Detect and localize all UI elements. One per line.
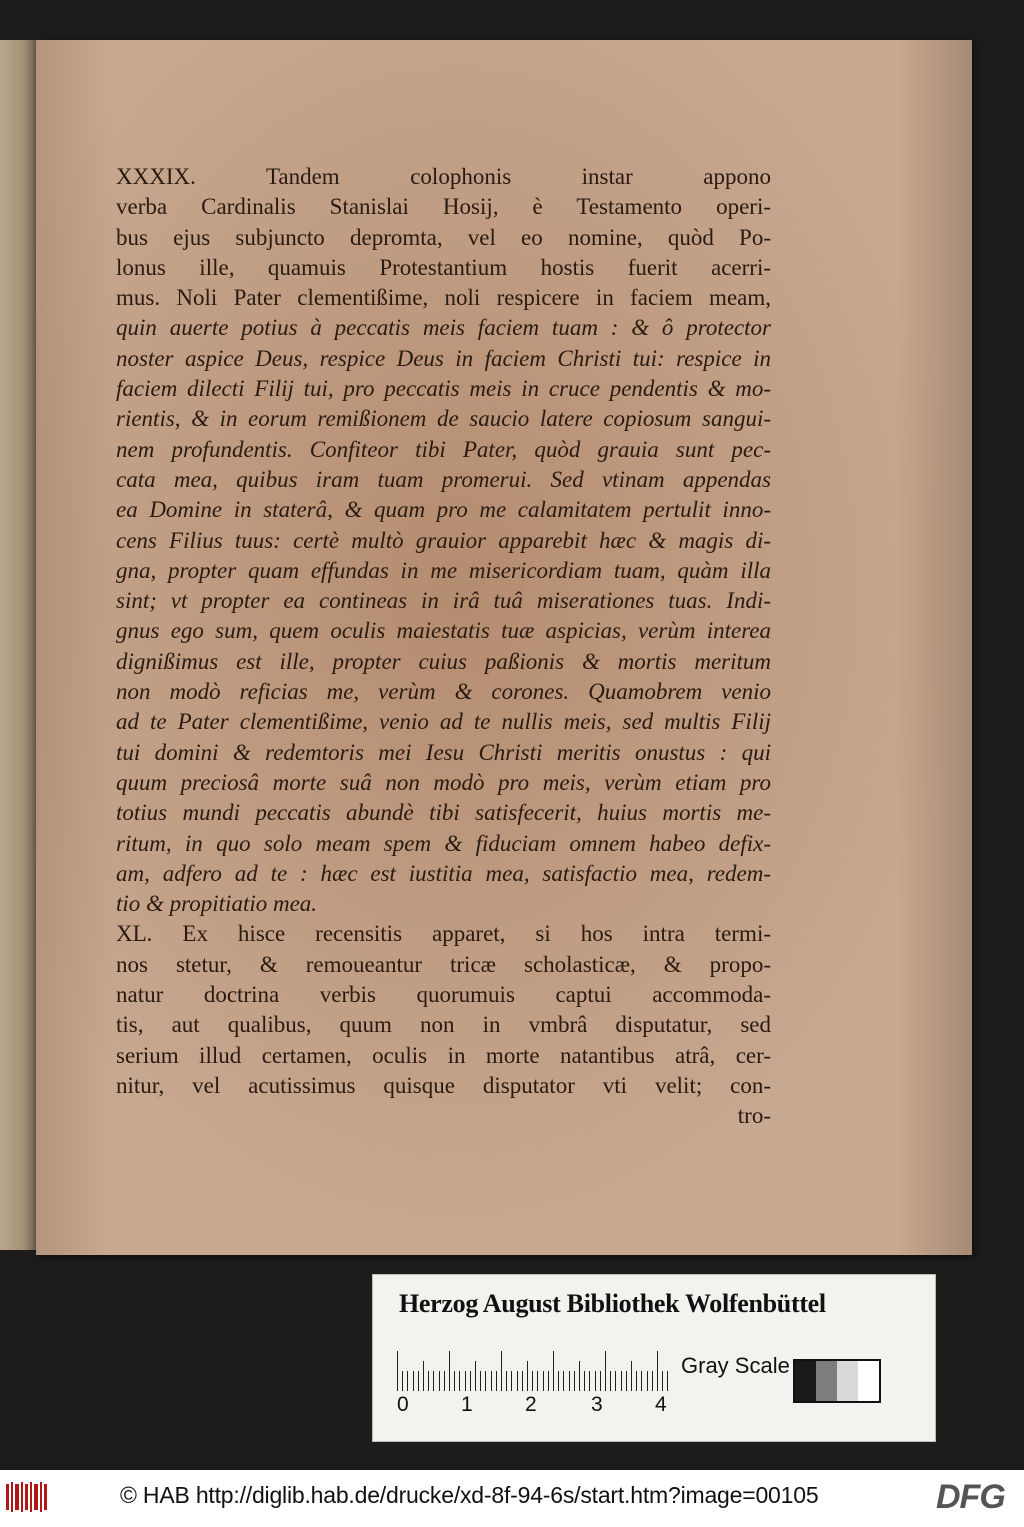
text-line: verba Cardinalis Stanislai Hosij, è Testamento operi- [116,194,771,220]
previous-page-edge [0,40,40,1250]
text-line: tio & propitiatio mea. [116,891,318,917]
ruler-tick [465,1371,466,1391]
ruler-tick [569,1371,570,1391]
text-line: nem profundentis. Confiteor tibi Pater, quòd grauia sunt pec- [116,436,771,462]
text-line: rientis, & in eorum remißionem de saucio latere copiosum sangui- [116,406,771,432]
ruler-tick [563,1371,564,1391]
ruler-tick [517,1371,518,1391]
ruler-tick [579,1361,580,1391]
catchword: tro- [737,1103,771,1129]
ruler-tick [491,1371,492,1391]
dfg-logo: DFG [936,1478,1005,1516]
ruler-tick [459,1371,460,1391]
ruler-tick [475,1361,476,1391]
ruler-tick [454,1371,455,1391]
text-line: noster aspice Deus, respice Deus in faciem Christi tui: respice in [116,345,771,371]
page-text [116,162,771,1132]
ruler-tick [418,1371,419,1391]
ruler-tick [444,1371,445,1391]
ruler-tick [605,1351,606,1391]
ruler-tick [553,1351,554,1391]
ruler-tick [589,1371,590,1391]
text-line: quum preciosâ morte suâ non modò pro meis, verùm etiam pro [116,769,771,795]
ruler-tick [558,1371,559,1391]
viewer-footer [0,1470,1024,1527]
text-line: faciem dilecti Filij tui, pro peccatis meis in cruce pendentis & mo- [116,376,771,402]
measurement-ruler [397,1351,667,1391]
ruler-tick [449,1351,450,1391]
library-name: Herzog August Bibliothek Wolfenbüttel [399,1289,826,1318]
ruler-tick [595,1371,596,1391]
text-line: ea Domine in staterâ, & quam pro me calamitatem pertulit inno- [116,497,771,523]
text-line: am, adfero ad te : hæc est iustitia mea, satisfactio mea, redem- [116,860,771,886]
ruler-tick [496,1371,497,1391]
text-line: cata mea, quibus iram tuam promerui. Sed vtinam appendas [116,466,771,492]
ruler-tick [615,1371,616,1391]
ruler-tick [600,1371,601,1391]
ruler-tick [641,1371,642,1391]
ruler-tick [631,1361,632,1391]
ruler-tick [397,1351,398,1391]
ruler-tick [626,1371,627,1391]
text-line: lonus ille, quamuis Protestantium hostis fuerit acerri- [116,254,771,280]
ruler-tick [574,1371,575,1391]
ruler-tick [621,1371,622,1391]
text-line: tui domini & redemtoris mei Iesu Christi meritis onustus : qui [116,739,771,765]
ruler-number: 1 [461,1393,473,1416]
text-line: XL. Ex hisce recensitis apparet, si hos intra termi- [116,921,771,947]
ruler-tick [407,1371,408,1391]
text-line: nos stetur, & remoueantur tricæ scholasticæ, & propo- [116,951,771,977]
copyright-link[interactable]: © HAB http://diglib.hab.de/drucke/xd-8f-94-6s/start.htm?image=00105 [120,1482,819,1508]
ruler-number: 4 [655,1393,667,1416]
text-line: bus ejus subjuncto depromta, vel eo nomine, quòd Po- [116,224,771,250]
ruler-tick [636,1371,637,1391]
text-line: non modò reficias me, verùm & corones. Quamobrem venio [116,679,771,705]
gray-scale-swatch [793,1359,881,1403]
text-line: XXXIX. Tandem colophonis instar appono [116,164,771,189]
text-line: dignißimus est ille, propter cuius paßionis & mortis meritum [116,648,771,674]
ruler-tick [532,1371,533,1391]
ruler-number: 0 [397,1393,409,1416]
ruler-tick [647,1371,648,1391]
text-line: sint; vt propter ea contineas in irâ tuâ miserationes tuas. Indi- [116,588,771,614]
ruler-tick [506,1371,507,1391]
ruler-tick [501,1351,502,1391]
text-line: quin auerte potius à peccatis meis faciem tuam : & ô protector [116,315,771,341]
text-line: natur doctrina verbis quorumuis captui accommoda- [116,982,771,1008]
ruler-tick [548,1371,549,1391]
swatch-light-gray [837,1361,858,1401]
text-line: mus. Noli Pater clementißime, noli respicere in faciem meam, [116,285,771,311]
swatch-black [795,1361,816,1401]
ruler-tick [470,1371,471,1391]
ruler-tick [543,1371,544,1391]
ruler-tick [662,1371,663,1391]
ruler-tick [652,1371,653,1391]
barcode-icon [6,1480,50,1514]
ruler-tick [423,1361,424,1391]
gray-scale-label: Gray Scale [681,1353,790,1378]
ruler-tick [511,1371,512,1391]
ruler-tick [480,1371,481,1391]
swatch-white [858,1361,879,1401]
text-line: gnus ego sum, quem oculis maiestatis tuæ aspicias, verùm interea [116,618,771,644]
ruler-tick [527,1361,528,1391]
text-line: tis, aut qualibus, quum non in vmbrâ disputatur, sed [116,1012,771,1038]
ruler-tick [402,1371,403,1391]
swatch-dark-gray [816,1361,837,1401]
library-color-card [372,1274,936,1442]
ruler-number: 2 [525,1393,537,1416]
text-line: totius mundi peccatis abundè tibi satisfecerit, huius mortis me- [116,800,771,826]
ruler-tick [537,1371,538,1391]
ruler-number: 3 [591,1393,603,1416]
ruler-tick [428,1371,429,1391]
text-line: cens Filius tuus: certè multò grauior apparebit hæc & magis di- [116,527,771,553]
ruler-tick [584,1371,585,1391]
text-line: nitur, vel acutissimus quisque disputator vti velit; con- [116,1072,771,1098]
text-line: ad te Pater clementißime, venio ad te nullis meis, sed multis Filij [116,709,771,735]
ruler-tick [522,1371,523,1391]
ruler-tick [657,1351,658,1391]
text-line: gna, propter quam effundas in me misericordiam tuam, quàm illa [116,557,771,583]
ruler-tick [610,1371,611,1391]
ruler-tick [439,1371,440,1391]
ruler-tick [433,1371,434,1391]
ruler-tick [667,1371,668,1391]
book-page [36,40,972,1255]
text-line: ritum, in quo solo meam spem & fiduciam omnem habeo defix- [116,830,771,856]
text-line: serium illud certamen, oculis in morte natantibus atrâ, cer- [116,1042,771,1068]
ruler-tick [485,1371,486,1391]
ruler-tick [413,1371,414,1391]
